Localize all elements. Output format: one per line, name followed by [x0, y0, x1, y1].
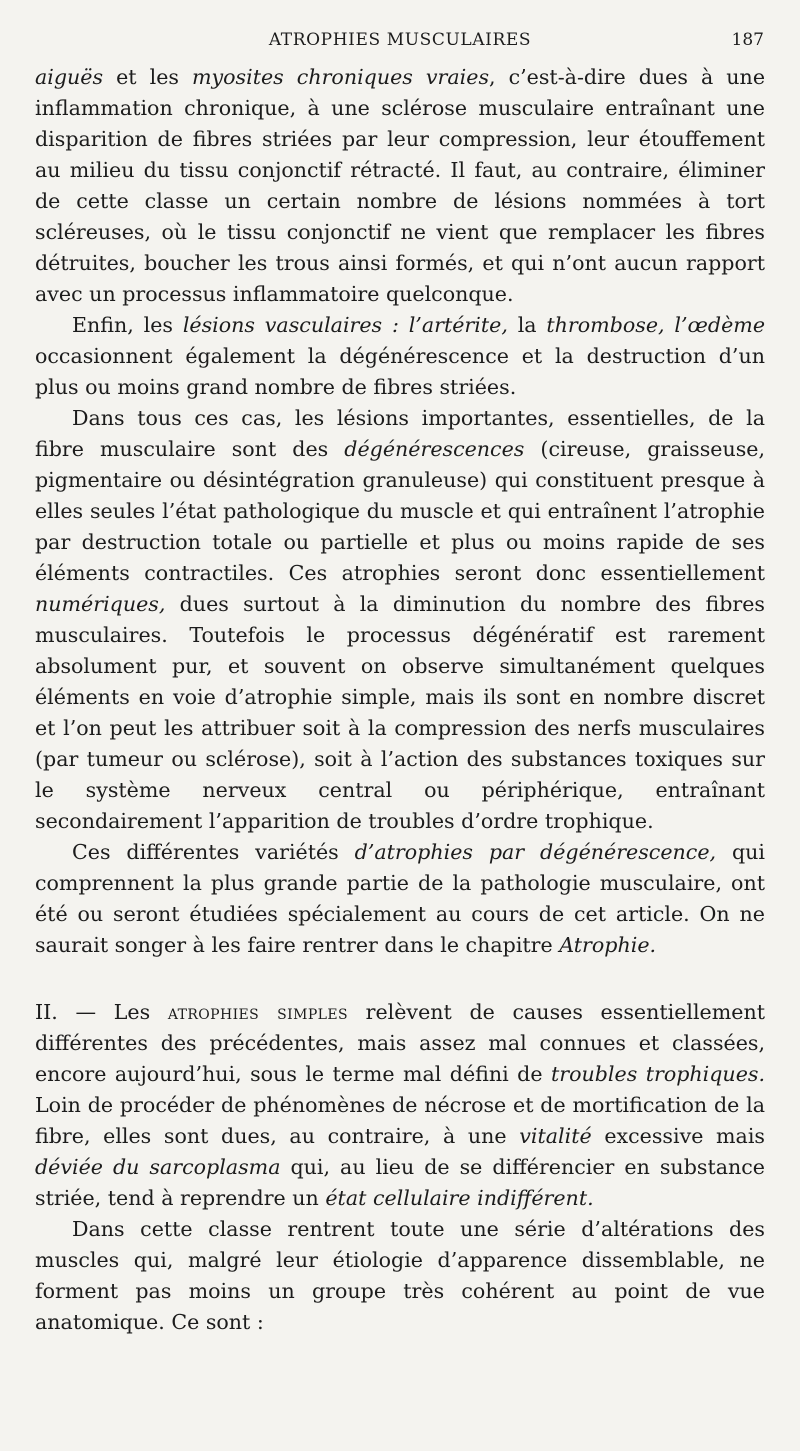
text-run: Enfin, les — [72, 313, 183, 337]
emphasis: dégénérescences — [344, 437, 525, 461]
running-title: ATROPHIES MUSCULAIRES — [268, 30, 532, 50]
emphasis: état cellulaire indifférent. — [325, 1186, 594, 1210]
small-caps-term: atrophies simples — [167, 1000, 348, 1024]
text-run: , c’est-à-dire dues à une inflammation chronique, à une sclérose musculaire entraînant une disparition de fibres striées par leur compression, leur étouffement au milieu du tissu conjonctif rétracté. Il faut, au contraire, éliminer de cette classe un certain nombre de lésions nommées à tort scléreuses, où le tissu conjonctif ne vient que remplacer les fibres détruites, boucher les trous ainsi formés, et qui n’ont aucun rapport avec un processus inflammatoire quelconque. — [35, 65, 766, 306]
emphasis: thrombose, — [546, 313, 665, 337]
text-run: occasionnent également la dégénérescence et la destruction d’un plus ou moins grand nombre de fibres striées. — [35, 344, 765, 399]
emphasis: d’atrophies par dégénérescence, — [354, 840, 717, 864]
text-run: relèvent de causes essentiellement différentes des précédentes, mais assez mal connues et classées, encore aujourd’hui, sous le terme mal défini de — [35, 1000, 765, 1086]
emphasis: myosites chroniques vraies — [192, 65, 490, 89]
paragraph-6 — [35, 1214, 765, 1338]
paragraph-4 — [35, 837, 765, 961]
text-run: Dans tous ces cas, les lésions importantes, essentielles, de la fibre musculaire sont des — [35, 406, 765, 461]
emphasis: vitalité — [519, 1124, 592, 1148]
text-run: Ces différentes variétés — [72, 840, 355, 864]
text-run: Dans cette classe rentrent toute une série d’altérations des muscles qui, malgré leur étiologie d’apparence dissemblable, ne forment pas moins un groupe très cohérent au point de vue anatomique. Ce sont : — [35, 1217, 765, 1334]
text-run: dues surtout à la diminution du nombre des fibres musculaires. Toutefois le processus dégénératif est rarement absolument pur, et souvent on observe simultanément quelques éléments en voie d’atrophie simple, mais ils sont en nombre discret et l’on peut les attribuer soit à la compression des nerfs musculaires (par tumeur ou sclérose), soit à l’action des substances toxiques sur le système nerveux central ou périphérique, entraînant secondairement l’apparition de troubles d’ordre trophique. — [35, 592, 765, 833]
emphasis: numériques, — [35, 592, 166, 616]
text-run — [665, 313, 675, 337]
emphasis: aiguës — [35, 65, 104, 89]
paragraph-5 — [35, 997, 765, 1214]
page-number: 187 — [731, 30, 764, 50]
text-run: II. — Les — [35, 1000, 168, 1024]
page-header — [0, 30, 800, 56]
text-run: (cireuse, graisseuse, pigmentaire ou désintégration granuleuse) qui constituent presque à elles seules l’état pathologique du muscle et qui entraînent l’atrophie par destruction totale ou partielle et plus ou moins rapide de ses éléments contractiles. Ces atrophies seront donc essentiellement — [35, 437, 766, 585]
text-run: Loin de procéder de phénomènes de nécrose et de mortification de la fibre, elles sont dues, au contraire, à une — [35, 1093, 765, 1148]
emphasis: l’œdème — [674, 313, 766, 337]
emphasis: troubles trophiques. — [550, 1062, 766, 1086]
text-run: excessive mais — [591, 1124, 765, 1148]
paragraph-1 — [35, 62, 765, 310]
text-run: qui comprennent la plus grande partie de la pathologie musculaire, ont été ou seront étudiées spécialement au cours de cet article. On ne saurait songer à les faire rentrer dans le chapitre — [35, 840, 765, 957]
emphasis: l’artérite, — [408, 313, 508, 337]
text-run: et les — [103, 65, 192, 89]
emphasis: Atrophie. — [559, 933, 657, 957]
emphasis: lésions vasculaires : — [182, 313, 399, 337]
paragraph-2 — [35, 310, 765, 403]
text-run: qui, au lieu de se différencier en substance striée, tend à reprendre un — [35, 1155, 765, 1210]
paragraph-3 — [35, 403, 765, 837]
text-run: la — [507, 313, 547, 337]
body-text — [35, 62, 765, 1338]
emphasis: déviée du sarcoplasma — [35, 1155, 281, 1179]
text-run — [399, 313, 409, 337]
